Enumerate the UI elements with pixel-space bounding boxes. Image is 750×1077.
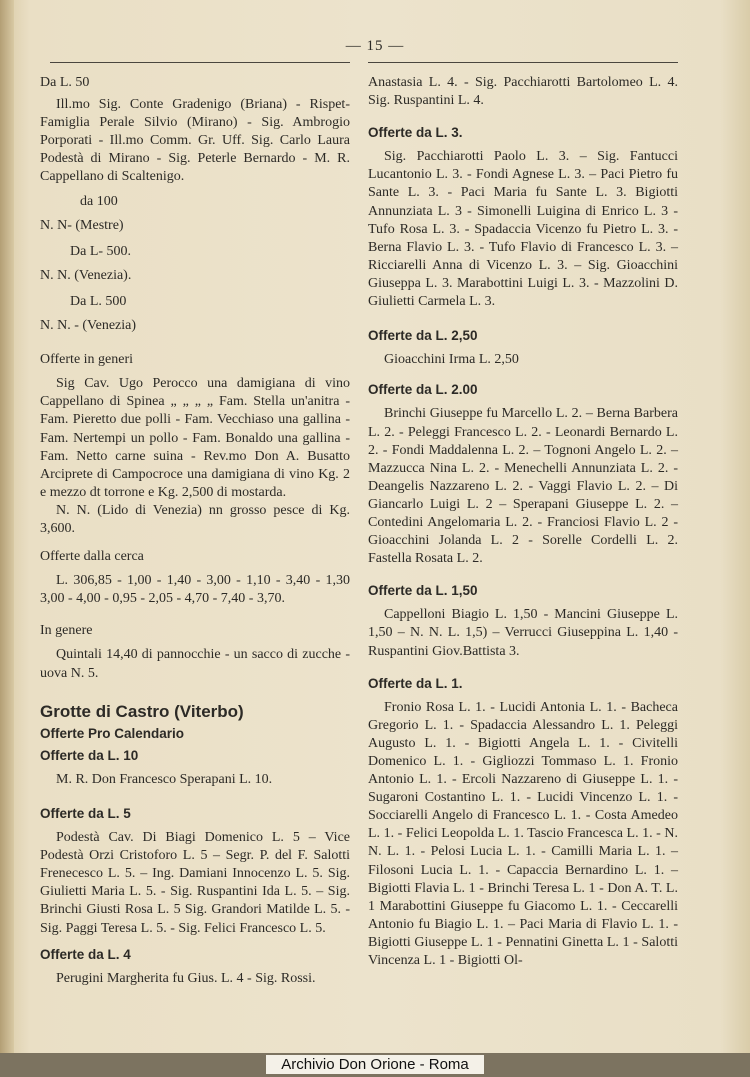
section-title-offerte-5: Offerte da L. 5 (40, 806, 131, 821)
donor-list-generi-2: N. N. (Lido di Venezia) nn grosso pesce di Kg. 3,600. (40, 502, 350, 536)
donor-list-offerte-10: M. R. Don Francesco Sperapani L. 10. (56, 771, 273, 787)
header-rule-right (368, 62, 678, 63)
section-title-offerte-2-50: Offerte da L. 2,50 (368, 328, 478, 344)
section-title-offerte-generi: Offerte in generi (40, 352, 134, 368)
donor-list-offerte-2: Brinchi Giuseppe fu Marcello L. 2. – Berna Barbera L. 2. - Peleggi Francesco L. 2. - Leonardi Bernardo L. 2. - Fondi Maddalenna L. 2. – Tognoni Angelo L. 2. – Mazzucca Nina L. 2. - Menechelli Annunziata L. 2. - Deangelis Nazzareno L. 2. - Vaggi Flavio L. 2. – Di Giancarlo Luigi L. 2 – Sperapani Giuseppe L. 2. – Contedini Angelomaria L. 2. - Franciosi Flavio L. 2 - Gioacchini Jolanda L. 2 - Sorelle Cordelli L. 2. Fastella Rosata L. 2. (368, 406, 678, 567)
left-column (40, 70, 350, 988)
section-title-offerte-4: Offerte da L. 4 (40, 946, 131, 962)
section-title-offerte-2: Offerte da L. 2.00 (368, 382, 478, 398)
donor-list-offerte-1: Fronio Rosa L. 1. - Lucidi Antonia L. 1. - Bacheca Gregorio L. 1. - Spadaccia Alessandro L. 1. Peleggi Augusto L. 1. - Bigiotti Angela L. 1. - Civitelli Domenico L. 1. - Gigliozzi Tommaso L. 1. Fronio Antonio L. 1. - Ercoli Nazzareno di Giuseppe L. 1. - Sugaroni Costantino L. 1. - Lucidi Vincenzo L. 1. - Socciarelli Angelo di Francesco L. 1. - Costa Amedeo L. 1. - Felici Leopolda L. 1. Tascio Francesca L. 1. - N. N. L. 1. - Pelosi Lucia L. 1. - Camilli Maria L. 1. – Filosoni Lucia L. 1. - Capaccia Bernardino L. 1. – Bigiotti Flavia L. 1 - Brinchi Teresa L. 1 - Don A. T. L. 1 Marabottini Giuseppe fu Giacomo L. 1. - Ceccarelli Antonio fu Biagio L. 1. – Paci Maria di Flavio L. 1. - Bigiotti Giuseppe L. 1 - Pennatini Ginetta L. 1 - Salotti Vincenza L. 1 - Bigiotti Ol- (368, 699, 678, 969)
archive-label: Archivio Don Orione - Roma (266, 1055, 484, 1074)
header-rule-left (50, 62, 350, 63)
right-column (368, 70, 678, 970)
donor-nn-venezia-1: N. N. (Venezia). (40, 267, 132, 283)
donor-list-offerte-3: Sig. Pacchiarotti Paolo L. 3. – Sig. Fantucci Lucantonio L. 3. - Fondi Agnese L. 3. – Paci Pietro fu Sante L. 3. - Paci Maria fu Sante L. 3. Bigiotti Annunziata L. 3 - Simonelli Luigina di Enrico L. 3 - Tufo Rosa L. 3. - Spadaccia Vicenzo fu Pietro L. 3. - Berna Flavio L. 3. - Tufo Flavio di Francesco L. 3. – Ricciarelli Anna di Vicenzo L. 3. – Sig. Gioacchini Giuseppa L. 3. Marabottini Luigi L. 3. - Mazzolini D. Giulietti Carmela L. 3. (368, 149, 678, 310)
page-number: — 15 — (345, 38, 405, 54)
donor-list-continued: Anastasia L. 4. - Sig. Pacchiarotti Bartolomeo L. 4. Sig. Ruspantini L. 4. (368, 75, 678, 109)
section-title-da-100: da 100 (80, 193, 118, 209)
donor-nn-venezia-2: N. N. - (Venezia) (40, 318, 137, 334)
heading-grotte-di-castro: Grotte di Castro (Viterbo) (40, 701, 244, 721)
section-title-offerte-10: Offerte da L. 10 (40, 747, 139, 763)
section-title-da-500-a: Da L- 500. (70, 243, 132, 259)
heading-pro-calendario: Offerte Pro Calendario (40, 725, 185, 741)
donor-list-offerte-2-50: Gioacchini Irma L. 2,50 (384, 352, 519, 368)
items-in-genere: Quintali 14,40 di pannocchie - un sacco di zucche - uova N. 5. (40, 647, 350, 681)
donor-list-offerte-5: Podestà Cav. Di Biagi Domenico L. 5 – Vice Podestà Orzi Cristoforo L. 5 – Segr. P. del F. Salotti Frenecesco L. 5. – Ing. Damiani Innocenzo L. 5. Sig. Giulietti Maria L. 5. - Sig. Ruspantini Ida L. 5. – Sig. Brinchi Giusti Rosa L. 5 Sig. Grandori Matilde L. 5. - Sig. Paggi Teresa L. 5. - Sig. Felici Francesco L. 5. (40, 830, 350, 936)
section-title-offerte-3: Offerte da L. 3. (368, 125, 463, 141)
donor-list-da-50: Ill.mo Sig. Conte Gradenigo (Briana) - Rispet-Famiglia Perale Silvio (Mirano) - Sig. Ambrogio Porporati - Ill.mo Comm. Gr. Uff. Sig. Carlo Laura Podestà di Mirano - Sig. Peterle Bernardo - M. R. Cappellano di Scaltenigo. (40, 97, 350, 185)
section-title-in-genere: In genere (40, 623, 93, 639)
section-title-offerte-1-50: Offerte da L. 1,50 (368, 583, 478, 599)
donor-list-offerte-4: Perugini Margherita fu Gius. L. 4 - Sig. Rossi. (56, 970, 316, 986)
section-title-da-50: Da L. 50 (40, 75, 90, 90)
donor-list-offerte-1-50: Cappelloni Biagio L. 1,50 - Mancini Giuseppe L. 1,50 – N. N. L. 1,5) – Verrucci Giuseppina L. 1,40 - Ruspantini Giov.Battista 3. (368, 607, 678, 659)
section-title-offerte-cerca: Offerte dalla cerca (40, 549, 144, 565)
page-binding-edge (0, 0, 14, 1077)
section-title-da-500-b: Da L. 500 (70, 293, 127, 309)
amounts-cerca: L. 306,85 - 1,00 - 1,40 - 3,00 - 1,10 - 3,40 - 1,30 3,00 - 4,00 - 0,95 - 2,05 - 4,70 - 7,40 - 3,70. (40, 573, 350, 607)
section-title-offerte-1: Offerte da L. 1. (368, 675, 463, 691)
donor-list-generi: Sig Cav. Ugo Perocco una damigiana di vino Cappellano di Spinea „ „ „ „ Fam. Stella un'anitra - Fam. Pieretto due polli - Fam. Vecchiaso una gallina - Fam. Nertempi un pollo - Fam. Bonaldo una gallina - Fam. Netto carne suina - Rev.mo Don A. Busatto Arciprete di Campocroce una damigiana di vino Kg. 2 e mezzo dt torrone e Kg. 2,500 di mostarda. (40, 376, 350, 500)
donor-nn-mestre: N. N- (Mestre) (40, 217, 124, 233)
